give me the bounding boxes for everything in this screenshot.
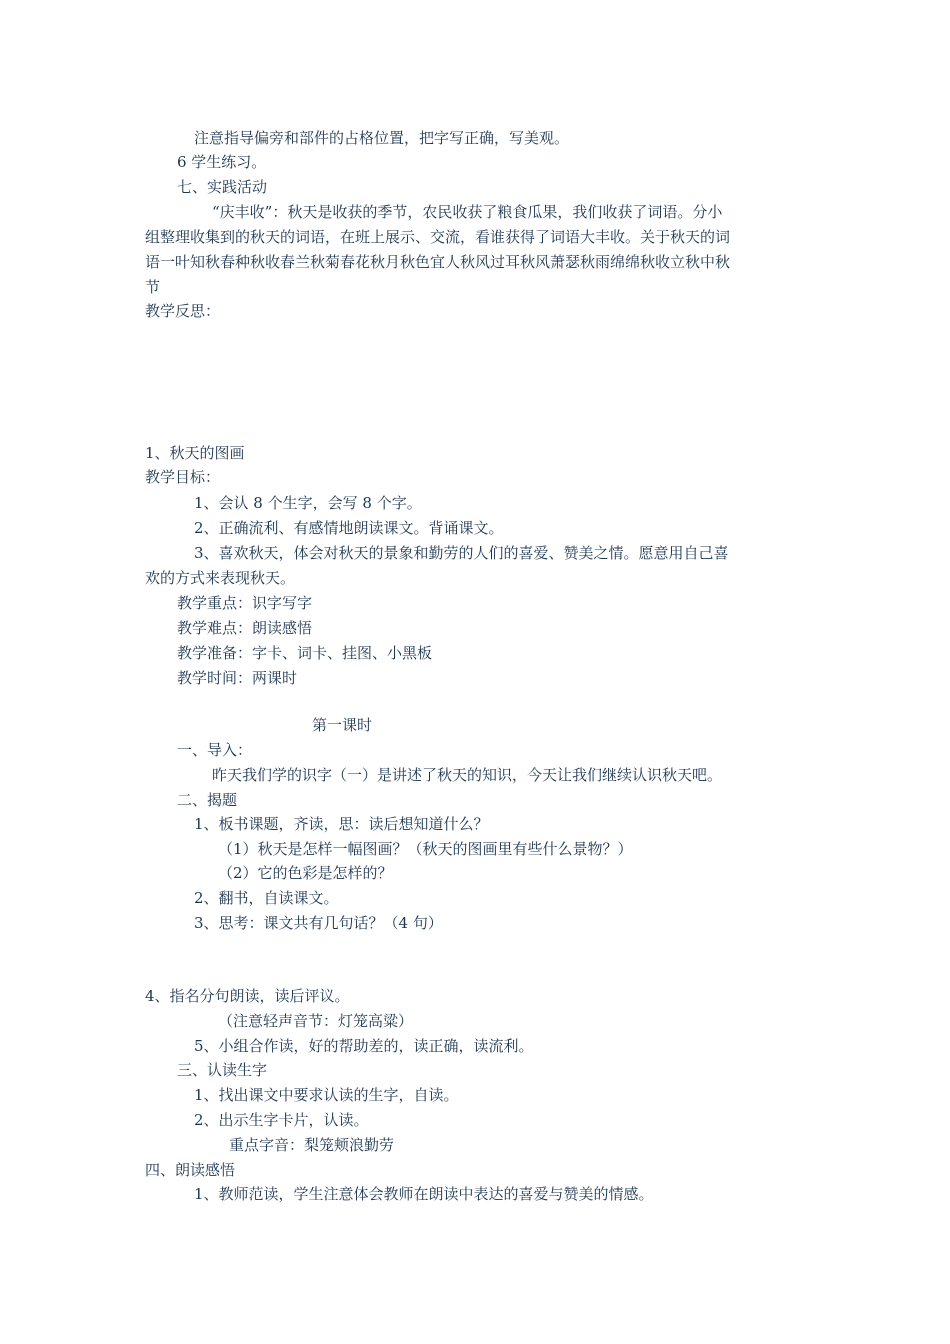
text-line: 教学时间：两课时 xyxy=(177,669,298,687)
text-line: 1、教师范读，学生注意体会教师在朗读中表达的喜爱与赞美的情感。 xyxy=(194,1185,654,1203)
text-line: 节 xyxy=(145,278,161,296)
text-line: “庆丰收”：秋天是收获的季节，农民收获了粮食瓜果，我们收获了词语。分小 xyxy=(212,203,723,221)
text-line: 5、小组合作读，好的帮助差的，读正确，读流利。 xyxy=(194,1037,534,1055)
text-line: 欢的方式来表现秋天。 xyxy=(145,569,296,587)
text-line: （2）它的色彩是怎样的？ xyxy=(218,864,393,882)
text-line: 6 学生练习。 xyxy=(177,153,267,171)
text-line: 2、翻书，自读课文。 xyxy=(194,889,339,907)
text-line: 四、朗读感悟 xyxy=(145,1161,236,1179)
text-line: （1）秋天是怎样一幅图画？（秋天的图画里有些什么景物？） xyxy=(218,840,633,858)
text-line: 一、导入： xyxy=(177,741,253,759)
text-line: 4、指名分句朗读，读后评议。 xyxy=(145,987,350,1005)
section-title: 1、秋天的图画 xyxy=(145,444,245,462)
text-line: （注意轻声音节：灯笼高粱） xyxy=(218,1012,414,1030)
text-line: 教学难点：朗读感悟 xyxy=(177,619,313,637)
text-line: 组整理收集到的秋天的词语，在班上展示、交流，看谁获得了词语大丰收。关于秋天的词 xyxy=(145,228,731,246)
text-line: 1、找出课文中要求认读的生字，自读。 xyxy=(194,1086,459,1104)
text-line: 3、喜欢秋天，体会对秋天的景象和勤劳的人们的喜爱、赞美之情。愿意用自己喜 xyxy=(194,544,729,562)
text-line: 3、思考：课文共有几句话？（4 句） xyxy=(194,914,443,932)
text-line: 教学准备：字卡、词卡、挂图、小黑板 xyxy=(177,644,433,662)
text-line: 二、揭题 xyxy=(177,791,238,809)
text-line: 教学反思： xyxy=(145,302,221,320)
text-line: 1、板书课题，齐读，思：读后想知道什么？ xyxy=(194,815,489,833)
text-line: 语一叶知秋春种秋收春兰秋菊春花秋月秋色宜人秋风过耳秋风萧瑟秋雨绵绵秋收立秋中秋 xyxy=(145,253,731,271)
text-line: 注意指导偏旁和部件的占格位置，把字写正确，写美观。 xyxy=(194,129,570,147)
text-line: 2、正确流利、有感情地朗读课文。背诵课文。 xyxy=(194,519,504,537)
text-line: 教学重点：识字写字 xyxy=(177,594,313,612)
text-line: 昨天我们学的识字（一）是讲述了秋天的知识，今天让我们继续认识秋天吧。 xyxy=(212,766,723,784)
text-line: 教学目标： xyxy=(145,468,221,486)
text-line: 2、出示生字卡片，认读。 xyxy=(194,1111,369,1129)
text-line: 三、认读生字 xyxy=(177,1061,268,1079)
text-line: 1、会认 8 个生字，会写 8 个字。 xyxy=(194,494,422,512)
text-line: 七、实践活动 xyxy=(177,178,268,196)
lesson-heading: 第一课时 xyxy=(312,716,373,734)
text-line: 重点字音：梨笼颊浪勤劳 xyxy=(229,1136,395,1154)
